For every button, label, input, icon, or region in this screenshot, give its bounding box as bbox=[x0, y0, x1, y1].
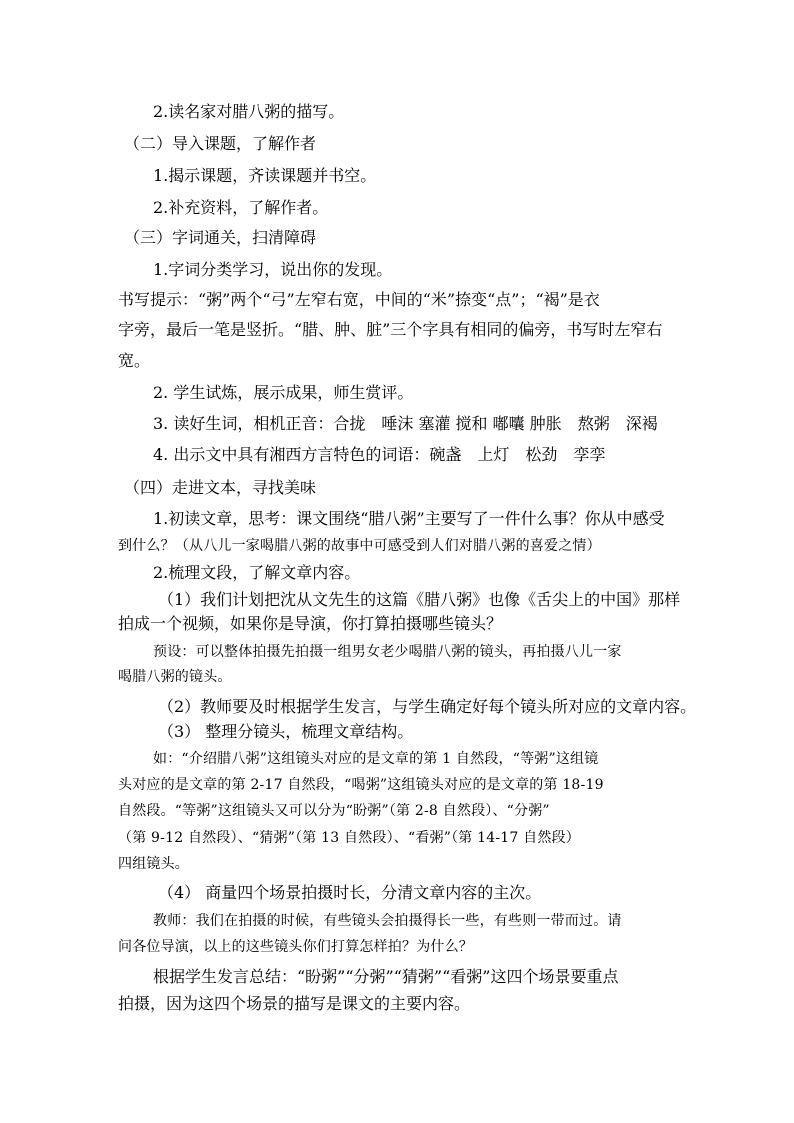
section-heading: （三）字词通关，扫清障碍 bbox=[124, 228, 317, 247]
text-line: 四组镜头。 bbox=[118, 856, 189, 872]
text-line: 到什么？（从八儿一家喝腊八粥的故事中可感受到人们对腊八粥的喜爱之情） bbox=[118, 538, 601, 554]
text-line: 2.读名家对腊八粥的描写。 bbox=[153, 102, 345, 121]
text-line: 1.字词分类学习，说出你的发现。 bbox=[153, 260, 393, 279]
text-line: （1）我们计划把沈从文先生的这篇《腊八粥》也像《舌尖上的中国》那样 bbox=[158, 590, 681, 609]
section-heading: （二）导入课题，了解作者 bbox=[124, 134, 317, 153]
text-line: 问各位导演，以上的这些镜头你们打算怎样拍？为什么？ bbox=[118, 939, 473, 955]
text-line: 喝腊八粥的镜头。 bbox=[118, 669, 232, 685]
text-line: 头对应的是文章的第 2-17 自然段，“喝粥”这组镜头对应的是文章的第 18-19 bbox=[118, 777, 604, 793]
text-line: 字旁，最后一笔是竖折。“腊、肿、脏”三个字具有相同的偏旁，书写时左窄右 bbox=[118, 320, 663, 339]
text-line: 2.补充资料，了解作者。 bbox=[153, 198, 329, 217]
text-line: 自然段。“等粥”这组镜头又可以分为“盼粥”（第 2-8 自然段）、“分粥” bbox=[118, 803, 550, 819]
text-line: 1.揭示课题，齐读课题并书空。 bbox=[153, 166, 377, 185]
text-line: （3） 整理分镜头，梳理文章结构。 bbox=[158, 722, 414, 741]
text-line: 书写提示：“粥”两个“弓”左窄右宽，中间的“米”捺变“点”；“褐”是衣 bbox=[118, 290, 600, 309]
text-line: 拍成一个视频，如果你是导演，你打算拍摄哪些镜头？ bbox=[118, 614, 503, 633]
text-line: 如：“介绍腊八粥”这组镜头对应的是文章的第 1 自然段，“等粥”这组镜 bbox=[153, 751, 599, 767]
text-line: 3. 读好生词，相机正音：合拢 唾沫 塞灌 搅和 嘟囔 肿胀 熬粥 深褐 bbox=[153, 414, 658, 433]
text-line: （第 9-12 自然段）、“猜粥”（第 13 自然段）、“看粥”（第 14-17 自然段） bbox=[118, 830, 580, 846]
text-line: 根据学生发言总结：“盼粥”“分粥”“猜粥”“看粥”这四个场景要重点 bbox=[153, 967, 619, 986]
text-line: 1.初读文章，思考：课文围绕“腊八粥”主要写了一件什么事？你从中感受 bbox=[153, 509, 665, 528]
text-line: 4. 出示文中具有湘西方言特色的词语：碗盏 上灯 松劲 孪孪 bbox=[153, 445, 606, 464]
text-line: 预设：可以整体拍摄先拍摄一组男女老少喝腊八粥的镜头，再拍摄八儿一家 bbox=[153, 644, 622, 660]
text-line: 宽。 bbox=[118, 351, 151, 370]
text-line: 教师：我们在拍摄的时候，有些镜头会拍摄得长一些，有些则一带而过。请 bbox=[153, 913, 622, 929]
text-line: （2）教师要及时根据学生发言，与学生确定好每个镜头所对应的文章内容。 bbox=[158, 697, 697, 716]
section-heading: （四）走进文本，寻找美味 bbox=[124, 478, 317, 497]
text-line: （4） 商量四个场景拍摄时长，分清文章内容的主次。 bbox=[158, 883, 542, 902]
text-line: 2.梳理文段，了解文章内容。 bbox=[153, 563, 361, 582]
text-line: 拍摄，因为这四个场景的描写是课文的主要内容。 bbox=[118, 994, 471, 1013]
text-line: 2. 学生试炼，展示成果，师生赏评。 bbox=[153, 383, 414, 402]
